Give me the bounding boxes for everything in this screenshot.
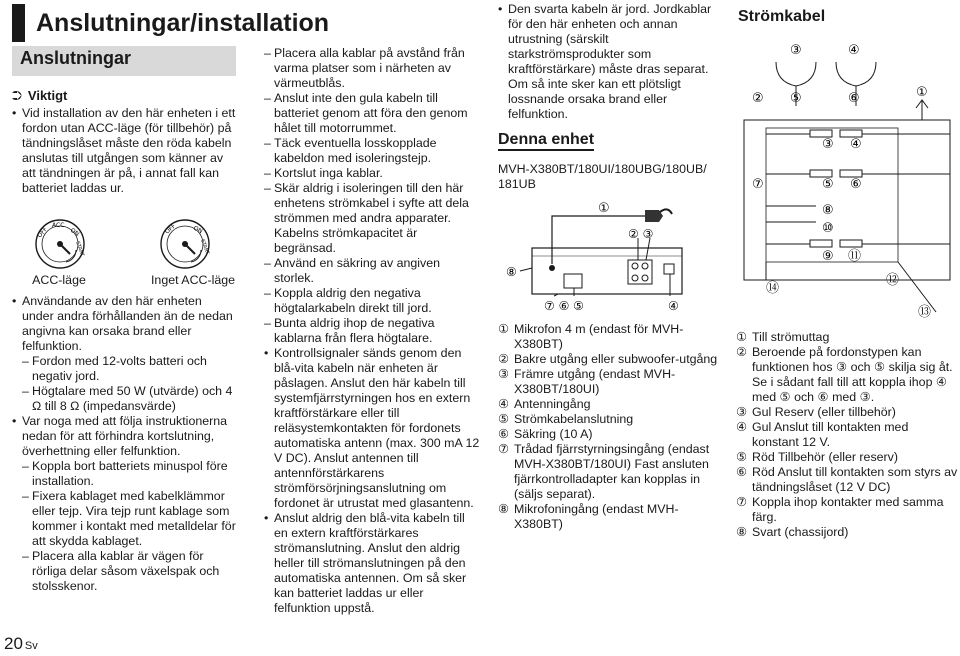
bullet-conditions: • Användande av den här enheten under andra förhållanden än de nedan angivna kan orsaka brand eller felfunktion. [12, 294, 236, 354]
dash-item: – Högtalare med 50 W (utvärde) och 4 Ω till 8 Ω (impedansvärde) [12, 384, 236, 414]
dash-item: – Skär aldrig i isoleringen till den här enhetens strömkabel i syfte att dela strömmen med andra apparater. Kabelns strömkapacitet är begränsad. [264, 181, 480, 256]
label-1: ① [598, 201, 610, 216]
section-title: Anslutningar [20, 48, 131, 68]
unit-item: ② Bakre utgång eller subwoofer-utgång [498, 352, 718, 366]
important-bullet-1: • Vid installation av den här enheten i ett fordon utan ACC-läge (för tillbehör) på tändningslåset måste den röda kabeln anslutas till utgången som känner av att tändningen är på, i annat fall kan batteriet laddas ur. [12, 106, 236, 196]
bullet-blue-white: • Anslut aldrig den blå-vita kabeln till en extern kraftförstärkares strömanslutning. Anslut den aldrig heller till strömanslutningen på den automatiska antennen. Om så sker kan batteriet laddas ur eller felfunktion uppstå. [264, 511, 480, 616]
ign-acc-on: ON [68, 226, 81, 238]
important-list [12, 106, 236, 196]
power-item: ① Till strömuttag [736, 330, 830, 344]
power-item: ③ Gul Reserv (eller tillbehör) [736, 405, 896, 419]
ign-acc-acc: ACC [52, 222, 65, 229]
pc-label-6: ⑥ [848, 91, 860, 106]
power-item: ⑦ Koppla ihop kontakter med samma färg. [736, 495, 944, 524]
power-items [736, 330, 958, 540]
hand-pointer-icon: ⮊ [12, 88, 22, 103]
col3-ground-list [498, 2, 720, 122]
unit-rear-diagram [500, 196, 700, 314]
section-title-box [12, 46, 236, 76]
dash-item: – Koppla bort batteriets minuspol före installation. [12, 459, 236, 489]
dash-item: – Använd en säkring av angiven storlek. [264, 256, 480, 286]
bullet-ground: • Den svarta kabeln är jord. Jordkablar för den här enheten och annan utrustning (särskilt starkströmsprodukter som kraftförstärkare) måste dras separat. Om så inte sker kan ett plötsligt lossnande orsaka brand eller felfunktion. [498, 2, 720, 122]
unit-item: ⑦ Trådad fjärrstyrningsingång (endast MVH-X380BT/180UI) Fast ansluten fjärrkontrolladapter kan kopplas in (säljs separat). [498, 442, 710, 501]
dash-item: – Anslut inte den gula kabeln till batteriet genom att föra den genom hålet till motorrummet. [264, 91, 480, 136]
power-item: ⑤ Röd Tillbehör (eller reserv) [736, 450, 898, 464]
label-7-6-5: ⑦ ⑥ ⑤ [544, 299, 584, 313]
pc-label-11: ⑪ [848, 249, 862, 264]
power-cable-diagram [736, 36, 958, 326]
label-8: ⑧ [506, 265, 517, 279]
important-heading [12, 88, 67, 104]
dash-item: – Fixera kablaget med kabelklämmor eller tejp. Vira tejp runt kablage som kommer i kontakt med metalldelar för att skydda kablaget. [12, 489, 236, 549]
unit-item: ⑥ Säkring (10 A) [498, 427, 593, 441]
bullet-instructions: • Var noga med att följa instruktionerna nedan för att förhindra kortslutning, överhettning eller felfunktion. [12, 414, 236, 459]
ignition-acc-icon [30, 216, 90, 270]
important-title: Viktigt [27, 88, 68, 103]
power-item: ⑥ Röd Anslut till kontakten som styrs av tändningslåset (12 V DC) [736, 465, 958, 494]
label-2-3: ② ③ [628, 227, 654, 241]
dash-item: – Bunta aldrig ihop de negativa kablarna från flera högtalare. [264, 316, 480, 346]
power-item: ⑧ Svart (chassijord) [736, 525, 849, 539]
dash-item: – Kortslut inga kablar. [264, 166, 480, 181]
pc-label-14: ⑭ [766, 281, 780, 296]
pc-label-5b: ⑤ [822, 177, 834, 192]
power-item: ④ Gul Anslut till kontakten med konstant 12 V. [736, 420, 909, 449]
unit-items [498, 322, 720, 532]
pc-label-2: ② [752, 91, 764, 106]
unit-item: ⑧ Mikrofoningång (endast MVH-X380BT) [498, 502, 679, 531]
unit-heading-text: Denna enhet [498, 131, 594, 151]
unit-item: ① Mikrofon 4 m (endast för MVH-X380BT) [498, 322, 684, 351]
pc-label-1: ① [916, 85, 928, 100]
unit-heading [498, 131, 594, 149]
col2-list [264, 46, 480, 616]
page-number: 20 [4, 634, 23, 653]
ign-no-acc-label: Inget ACC-läge [150, 273, 236, 287]
pc-label-8: ⑧ [822, 203, 834, 218]
pc-label-7: ⑦ [752, 177, 764, 192]
dash-item: – Koppla aldrig den negativa högtalarkabeln direkt till jord. [264, 286, 480, 316]
dash-item: – Placera alla kablar är vägen för rörliga delar såsom växelspak och stolsskenor. [12, 549, 236, 594]
page-title: Anslutningar/installation [36, 9, 330, 37]
dash-item: – Täck eventuella losskopplade kabeldon med isoleringstejp. [264, 136, 480, 166]
pc-label-4: ④ [848, 43, 860, 58]
page-lang: Sv [24, 640, 38, 652]
ign-acc-off: OFF [36, 225, 50, 240]
label-4: ④ [668, 299, 679, 313]
pc-label-3: ③ [790, 43, 802, 58]
power-cable-heading: Strömkabel [738, 8, 826, 25]
pc-label-3b: ③ [822, 137, 834, 152]
pc-label-13: ⑬ [918, 305, 932, 320]
pc-label-10: ⑩ [822, 221, 834, 236]
pc-label-5: ⑤ [790, 91, 802, 106]
dash-item: – Fordon med 12-volts batteri och negativ jord. [12, 354, 236, 384]
model-list: MVH-X380BT/180UI/180UBG/180UB/ 181UB [498, 162, 707, 191]
ign-noacc-off: OFF [163, 222, 178, 236]
dash-item: – Placera alla kablar på avstånd från varma platser som i närheten av värmeutblås. [264, 46, 480, 91]
ign-acc-start: START [74, 240, 86, 258]
page-footer [4, 634, 38, 654]
pc-label-6b: ⑥ [850, 177, 862, 192]
page-header [12, 4, 362, 42]
pc-label-9: ⑨ [822, 249, 834, 264]
power-item: ② Beroende på fordonstypen kan funktionen hos ③ och ⑤ skilja sig åt. Se i sådant fall till att koppla ihop ④ med ⑤ och ⑥ med ③. [736, 345, 953, 404]
bullet-control-signal: • Kontrollsignaler sänds genom den blå-vita kabeln när enheten är påslagen. Anslut den här kabeln till systemfjärrstyrningen hos en extern kraftförstärkare eller till reläsystemkontakten för fordonets automatiska antenn (max. 300 mA 12 V DC). Anslut antennen till antennförstärkarens strömförsörjningsanslutning om fordonet är utrustat med glasantenn. [264, 346, 480, 511]
unit-item: ③ Främre utgång (endast MVH-X380BT/180UI) [498, 367, 676, 396]
unit-item: ⑤ Strömkabelanslutning [498, 412, 634, 426]
ign-noacc-start: START [199, 238, 211, 256]
unit-item: ④ Antenningång [498, 397, 591, 411]
pc-label-4b: ④ [850, 137, 862, 152]
ign-acc-label: ACC-läge [32, 273, 86, 287]
pc-label-12: ⑫ [886, 273, 900, 288]
ign-noacc-on: ON [192, 224, 204, 236]
ignition-no-acc-icon [155, 216, 215, 270]
header-bar [12, 4, 25, 42]
conditions-list [12, 294, 236, 594]
